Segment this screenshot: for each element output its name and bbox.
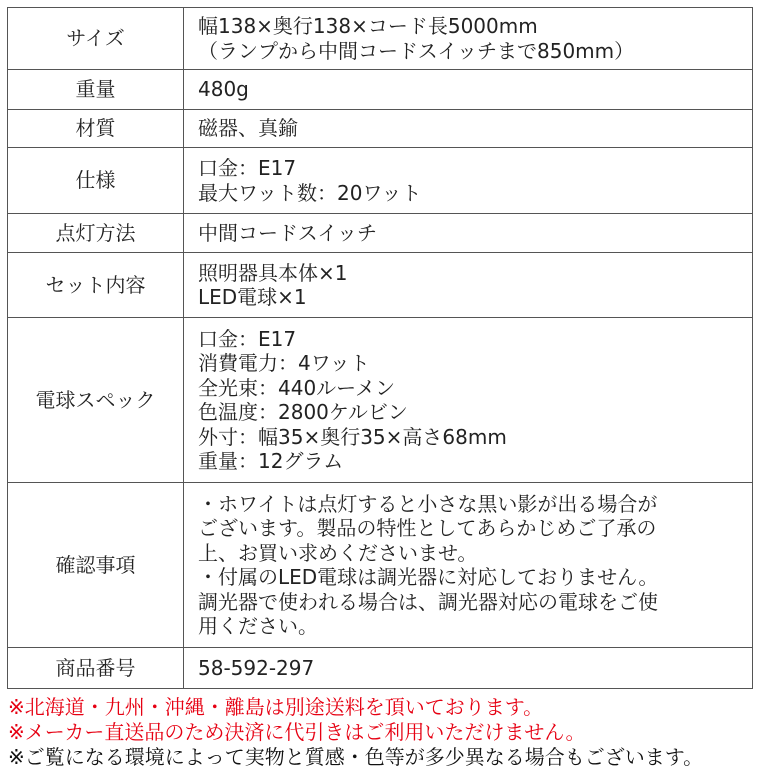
row-value <box>184 483 753 648</box>
appearance-note: ※ご覧になる環境によって実物と質感・色等が多少異なる場合もございます。 <box>8 745 704 769</box>
value-line: LED電球×1 <box>198 285 307 309</box>
value-line: 重量：12グラム <box>198 449 344 473</box>
table-row <box>8 318 753 483</box>
row-label: 点灯方法 <box>8 214 184 253</box>
value-line: 磁器、真鍮 <box>198 116 298 141</box>
value-line: （ランプから中間コードスイッチまで850mm） <box>198 38 635 63</box>
value-line: 中間コードスイッチ <box>198 220 377 245</box>
value-line: 消費電力：4ワット <box>198 351 370 375</box>
row-label: 電球スペック <box>8 318 184 483</box>
row-label: 仕様 <box>8 148 184 214</box>
notes <box>8 695 756 770</box>
row-value <box>184 214 753 253</box>
row-label: 材質 <box>8 110 184 148</box>
table-row <box>8 214 753 253</box>
spec-table <box>7 7 753 689</box>
value-line: ・ホワイトは点灯すると小さな黒い影が出る場合が <box>198 491 658 516</box>
value-line: 口金：E17 <box>198 326 297 351</box>
row-value <box>184 110 753 148</box>
table-row <box>8 70 753 110</box>
value-line: 外寸：幅35×奥行35×高さ68mm <box>198 424 507 449</box>
row-value <box>184 253 753 318</box>
table-row <box>8 648 753 689</box>
payment-note: ※メーカー直送品のため決済に代引きはご利用いただけません。 <box>8 720 586 744</box>
value-line: 色温度：2800ケルビン <box>198 400 408 424</box>
table-row <box>8 148 753 214</box>
row-label: サイズ <box>8 8 184 70</box>
value-line: 58-592-297 <box>198 655 315 680</box>
value-line: 照明器具本体×1 <box>198 260 348 285</box>
row-value <box>184 648 753 689</box>
row-label: 重量 <box>8 70 184 110</box>
row-value <box>184 70 753 110</box>
value-line: ございます。製品の特性としてあらかじめご了承の <box>198 516 657 540</box>
value-line: 全光束：440ルーメン <box>198 375 396 400</box>
value-line: 上、お買い求めくださいませ。 <box>198 540 478 565</box>
table-row <box>8 110 753 148</box>
table-row <box>8 8 753 70</box>
row-value <box>184 148 753 214</box>
value-line: 480g <box>198 77 249 102</box>
row-value <box>184 8 753 70</box>
row-value <box>184 318 753 483</box>
value-line: 口金：E17 <box>198 156 297 180</box>
row-label: 商品番号 <box>8 648 184 689</box>
table-row <box>8 483 753 648</box>
value-line: ・付属のLED電球は調光器に対応しておりません。 <box>198 565 659 589</box>
row-label: セット内容 <box>8 253 184 318</box>
row-label: 確認事項 <box>8 483 184 648</box>
value-line: 用ください。 <box>198 614 318 638</box>
table-row <box>8 253 753 318</box>
value-line: 調光器で使われる場合は、調光器対応の電球をご使 <box>198 589 658 614</box>
value-line: 幅138×奥行138×コード長5000mm <box>198 14 538 38</box>
shipping-note: ※北海道・九州・沖縄・離島は別途送料を頂いております。 <box>8 695 544 719</box>
value-line: 最大ワット数：20ワット <box>198 180 422 205</box>
